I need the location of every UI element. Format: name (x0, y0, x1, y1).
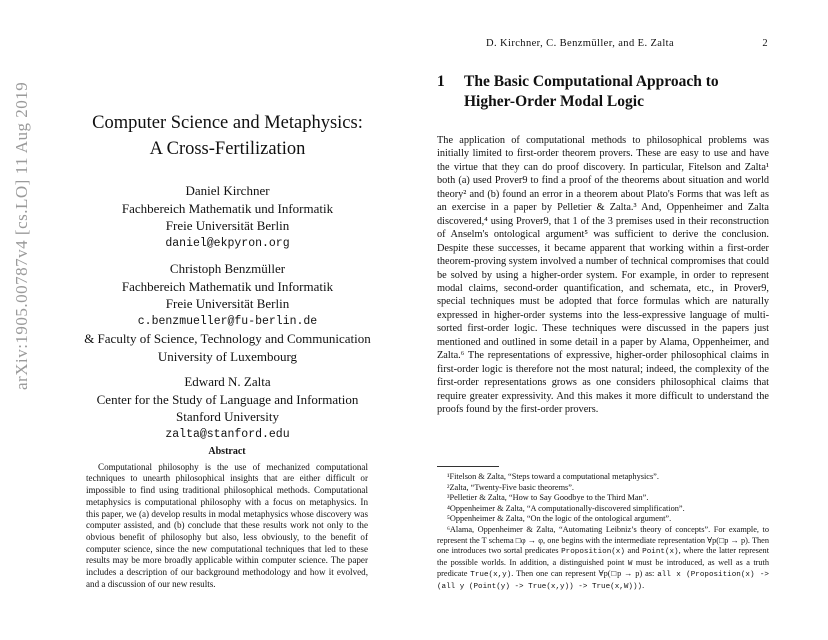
author-name: Daniel Kirchner (185, 183, 270, 198)
author-email[interactable]: zalta@stanford.edu (165, 427, 290, 441)
section-title-line-2: Higher-Order Modal Logic (464, 93, 644, 110)
footnote-5: ⁵Oppenheimer & Zalta, “On the logic of the ontological argument”. (447, 514, 672, 524)
abstract-text: Computational philosophy is the use of mechanized computational techniques to unearth philosophical insights that are either difficult or impossible to find using traditional philosophical methods. Computational metaphysics is computational philosophy with a focus on metaphysics. In this paper, we (a) develop results in modal metaphysics whose discovery was computer assisted, and (b) conclude that these results work not only to the obvious benefit of philosophy but also, less obviously, to the benefit of computer science, since the new computational techniques that led to these results may be more broadly applicable within computer science. The paper includes a description of our background methodology and how it evolved, and a discussion of our new results. (86, 461, 368, 589)
footnote-6-text: ⁶Alama, Oppenheimer & Zalta, “Automating Leibniz’s theory of concepts”. For example, to represent the T schema □φ → φ, one begins with the intermediate representation ∀p(□p → p). Then one introduces two sortal predicates (437, 524, 769, 556)
author-affiliation: Fachbereich Mathematik und Informatik (121, 278, 334, 294)
footnotes (437, 472, 769, 593)
paper-title (60, 110, 395, 162)
running-head-authors: D. Kirchner, C. Benzmüller, and E. Zalta (486, 38, 675, 49)
abstract (86, 446, 368, 590)
author-name: Christoph Benzmüller (169, 261, 286, 276)
running-head (486, 38, 768, 49)
author-affiliation: Center for the Study of Language and Information (96, 391, 359, 407)
author-name: Edward N. Zalta (184, 374, 271, 389)
author-benzmueller (60, 260, 395, 365)
author-affiliation: & Faculty of Science, Technology and Communication (84, 331, 371, 346)
paper-title-line-2: A Cross-Fertilization (149, 139, 306, 159)
author-email[interactable]: c.benzmueller@fu-berlin.de (137, 314, 318, 328)
body-paragraph: The application of computational methods to philosophical problems was initially limited to first-order theorem provers. These are easy to use and have the virtue that they can do proof discovery. In particular, Fitelson and Zalta¹ both (a) used Prover9 to find a proof of the theorems about situation and world theory² and (b) found an error in a theorem about Plato's Forms that was left as an exercise in a paper by Pelletier & Zalta.³ And, Oppenheimer and Zalta discovered,⁴ using Prover9, that 1 of the 3 premises used in their reconstruction of Anselm's ontological argument⁵ was sufficient to derive the conclusion. Despite these successes, it became apparent that working within a first-order theorem-proving system involved a number of technical compromises that could be solved by using a higher-order system. For example, in order to represent modal claims, second-order quantification, and schemata, etc., in Prover9, special techniques must be adopted that force formulas which are naturally expressed in higher-order systems into the less-expressive language of multi-sorted first-order logic. These techniques were discussed in the papers just mentioned and outlined in some detail in a paper by Alama, Oppenheimer, and Zalta.⁶ The representations of expressive, higher-order philosophical claims in first-order logic is therefore not the most natural; indeed, the complexity of the first-order representations grows as one considers philosophical claims that require greater expressivity. And this makes it more difficult to understand the proofs found by the first-order provers. (437, 135, 769, 416)
section-title (464, 72, 784, 112)
author-affiliation: University of Luxembourg (157, 348, 298, 364)
footnote-6-code: Proposition(x) (561, 548, 625, 557)
author-zalta (60, 373, 395, 443)
body-text (437, 134, 769, 417)
arxiv-identifier-stamp: arXiv:1905.00787v4 [cs.LO] 11 Aug 2019 (12, 81, 31, 390)
author-affiliation: Freie Universität Berlin (165, 218, 290, 233)
footnote-6-code: Point(x) (642, 548, 679, 557)
footnote-6 (437, 525, 769, 593)
footnote-divider (437, 466, 499, 467)
footnote-4: ⁴Oppenheimer & Zalta, “A computationally-discovered simplification”. (447, 503, 685, 513)
footnote-6-code: all x (Proposition(x) -> (all y (Point(y) -> True(x,y)) -> True(x,W))) (437, 571, 769, 591)
author-affiliation: Fachbereich Mathematik und Informatik (121, 200, 334, 216)
page-number: 2 (762, 38, 768, 49)
footnote-6-code: True(x,y) (470, 571, 512, 580)
footnote-1: ¹Fitelson & Zalta, “Steps toward a computational metaphysics”. (447, 472, 659, 481)
footnote-6-code: W (627, 559, 633, 568)
footnote-6-text: must be introduced, as well as a truth predicate (437, 557, 769, 579)
author-affiliation: Stanford University (176, 409, 279, 424)
footnote-6-text: , where the latter represent the possible worlds. In addition, a distinguished point (437, 546, 770, 567)
author-email[interactable]: daniel@ekpyron.org (165, 236, 290, 250)
section-number: 1 (437, 73, 445, 90)
section-title-line-1: The Basic Computational Approach to (464, 73, 719, 90)
footnote-6-text: and (624, 546, 643, 556)
footnote-6-text: . Then one can represent ∀p(□p → p) as: (511, 569, 658, 579)
abstract-heading: Abstract (208, 446, 246, 457)
footnote-6-text: . (642, 580, 645, 590)
footnote-3: ³Pelletier & Zalta, “How to Say Goodbye to the Third Man”. (447, 493, 649, 503)
footnote-2: ²Zalta, “Twenty-Five basic theorems”. (447, 482, 575, 492)
paper-title-line-1: Computer Science and Metaphysics: (92, 113, 363, 133)
author-kirchner (60, 182, 395, 252)
author-affiliation: Freie Universität Berlin (165, 296, 290, 311)
title-block (60, 110, 395, 451)
